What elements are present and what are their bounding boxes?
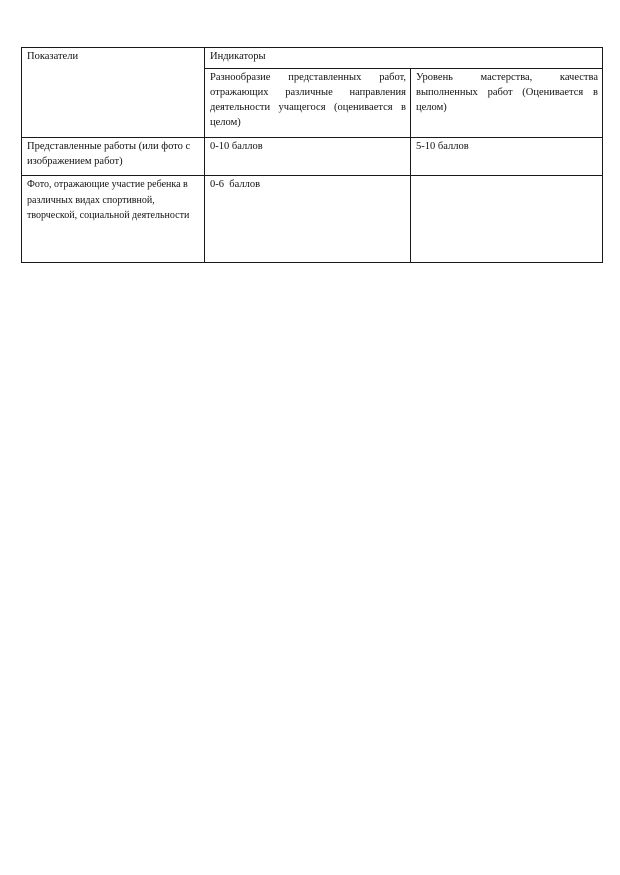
row-label-cell bbox=[22, 138, 205, 176]
header-cell-indicators-group bbox=[205, 48, 603, 69]
row-score-text: 5-10 баллов bbox=[416, 141, 469, 152]
subheader-variety-text: Разнообразие представленных работ, отражающих различные направления деятельности учащегося (оценивается в целом) bbox=[210, 72, 406, 128]
row-score-cell bbox=[411, 138, 603, 176]
subheader-cell-mastery bbox=[411, 69, 603, 138]
row-label-text: Фото, отражающие участие ребенка в различных видах спортивной, творческой, социальной деятельности bbox=[27, 179, 190, 221]
row-score-cell bbox=[205, 176, 411, 263]
row-score-cell bbox=[205, 138, 411, 176]
header-indicators-text: Показатели bbox=[27, 51, 79, 62]
row-score-text: 0-10 баллов bbox=[210, 141, 263, 152]
row-score-text: 0-6 баллов bbox=[210, 179, 261, 190]
row-score-cell-empty bbox=[411, 176, 603, 263]
row-label-cell bbox=[22, 176, 205, 263]
header-indicators-group-text: Индикаторы bbox=[210, 51, 266, 62]
header-cell-indicators bbox=[22, 48, 205, 138]
row-label-text: Представленные работы (или фото с изображением работ) bbox=[27, 141, 191, 167]
table-row bbox=[22, 138, 603, 176]
subheader-cell-variety bbox=[205, 69, 411, 138]
subheader-mastery-text: Уровень мастерства, качества выполненных работ (Оценивается в целом) bbox=[416, 72, 598, 113]
criteria-table bbox=[21, 47, 603, 263]
table-row bbox=[22, 176, 603, 263]
table-header-row bbox=[22, 48, 603, 69]
